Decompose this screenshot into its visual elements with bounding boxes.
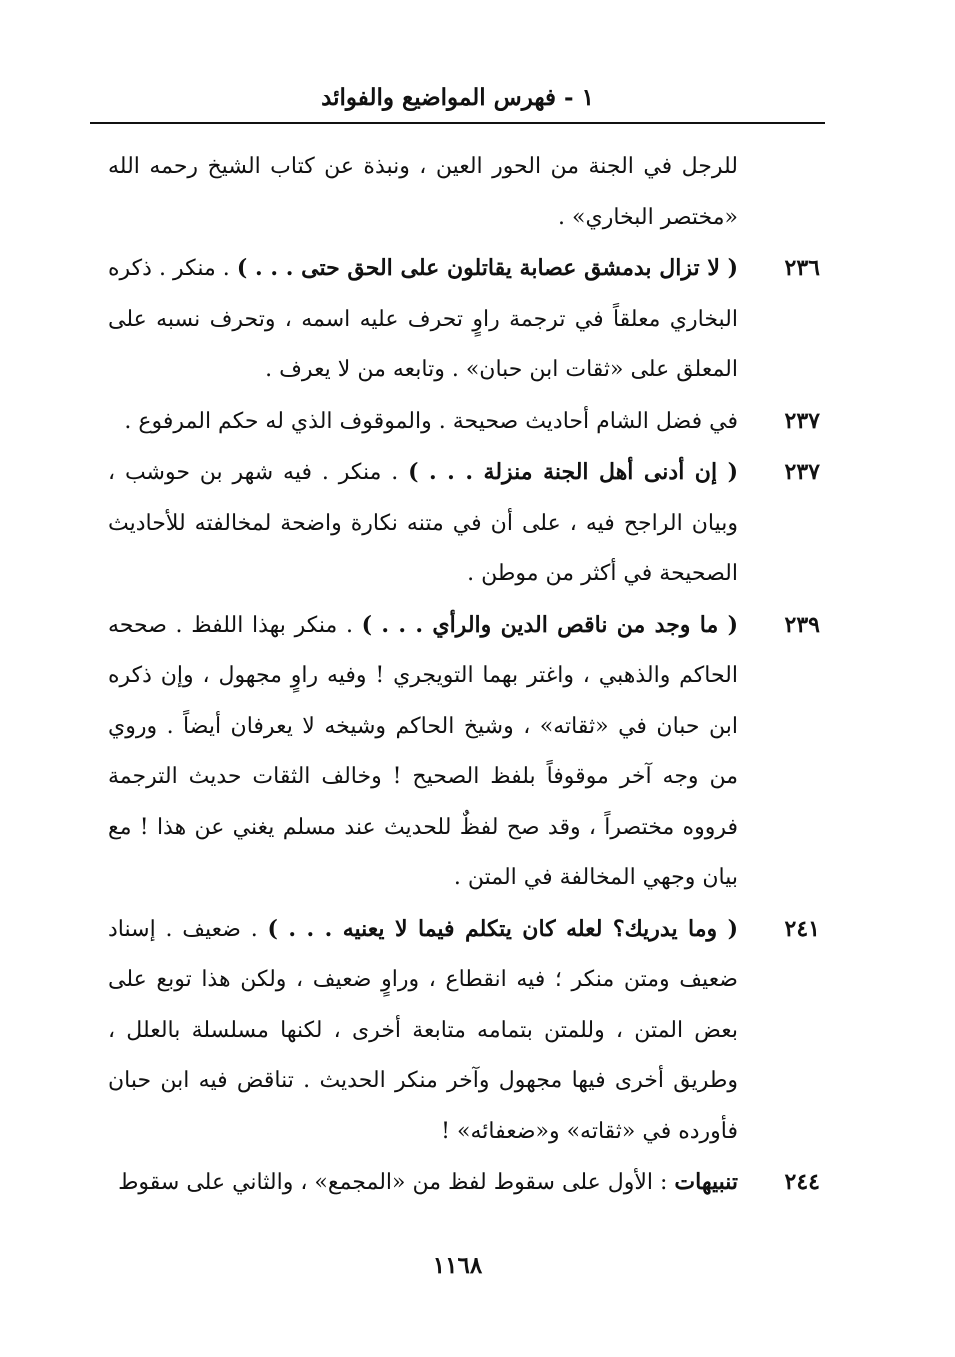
entry-number: ٢٣٧ xyxy=(784,407,820,434)
entry-text xyxy=(108,600,738,904)
entry-lead: ( وما يدريك؟ لعله كان يتكلم فيما لا يعنيه . . . ) xyxy=(267,915,738,942)
entry-number: ٢٤١ xyxy=(784,915,820,942)
page-header-title: ١ - فهرس المواضيع والفوائد xyxy=(321,84,594,111)
index-entry xyxy=(108,243,820,396)
entry-text xyxy=(108,1157,738,1209)
entry-number: ٢٣٦ xyxy=(784,255,820,281)
page-number: ١١٦٨ xyxy=(432,1252,483,1279)
index-entry xyxy=(108,600,820,904)
entry-number: ٢٣٧ xyxy=(784,459,820,485)
entry-body: . ضعيف . إسناد ضعيف ومتن منكر ؛ فيه انقطاع ، وراوٍ ضعيف ، ولكن هذا توبع على بعض المتن ، وللمتن بتمامه متابعة أخرى ، لكنها مسلسلة بالعلل ، وطريق أخرى فيها مجهول وآخر منكر الحديث . تناقض فيه ابن حبان فأورده في «ثقاته» و«ضعفائه» ! xyxy=(108,916,738,1144)
entry-text xyxy=(108,447,738,600)
index-entry xyxy=(108,904,820,1158)
header-divider xyxy=(90,122,825,124)
entry-lead: ( إن أدنى أهل الجنة منزلة . . . ) xyxy=(408,459,738,485)
entry-body: . منكر . فيه شهر بن حوشب ، وبيان الراجح فيه ، على أن في متنه نكارة واضحة لمخالفته للأحاديث الصحيحة في أكثر من موطن . xyxy=(108,460,738,586)
entry-text xyxy=(108,904,738,1158)
entry-text xyxy=(108,243,738,396)
entry-text xyxy=(108,396,738,448)
entry-body: : الأول على سقوط لفظ من «المجمع» ، والثاني على سقوط xyxy=(118,1170,675,1195)
entry-lead: ( لا تزال بدمشق عصابة يقاتلون على الحق حتى . . . ) xyxy=(236,255,738,281)
entry-body: في فضل الشام أحاديث صحيحة . والموقوف الذي له حكم المرفوع . xyxy=(124,408,738,434)
entry-number: ٢٣٩ xyxy=(784,611,820,638)
continuation-entry xyxy=(108,142,820,243)
entry-number: ٢٤٤ xyxy=(784,1169,820,1195)
index-entry xyxy=(108,396,820,448)
entry-body: . منكر . ذكره البخاري معلقاً في ترجمة راوٍ تحرف عليه اسمه ، وتحرف نسبه على المعلق على «ثقات ابن حبان» . وتابعه من لا يعرف . xyxy=(108,256,738,382)
index-content xyxy=(108,142,820,1209)
continuation-text: للرجل في الجنة من الحور العين ، ونبذة عن كتاب الشيخ رحمه الله «مختصر البخاري» . xyxy=(108,154,738,230)
entry-body: . منكر بهذا اللفظ . صححه الحاكم والذهبي ، واغتر بهما التويجري ! وفيه راوٍ مجهول ، وإن ذكره ابن حبان في «ثقاته» ، وشيخ الحاكم وشيخه لا يعرفان أيضاً . وروي من وجه آخر موقوفاً بلفظ الصحيح ! وخالف الثقات حديث الترجمة فرووه مختصراً ، وقد صح لفظٌ للحديث عند مسلم يغني عن هذا ! مع بيان وجهي المخالفة في المتن . xyxy=(108,612,738,890)
index-entry xyxy=(108,447,820,600)
index-entry xyxy=(108,1157,820,1209)
entry-lead: تنبيهات xyxy=(674,1169,738,1195)
entry-lead: ( ما وجد من ناقص الدين والرأي . . . ) xyxy=(361,611,738,638)
